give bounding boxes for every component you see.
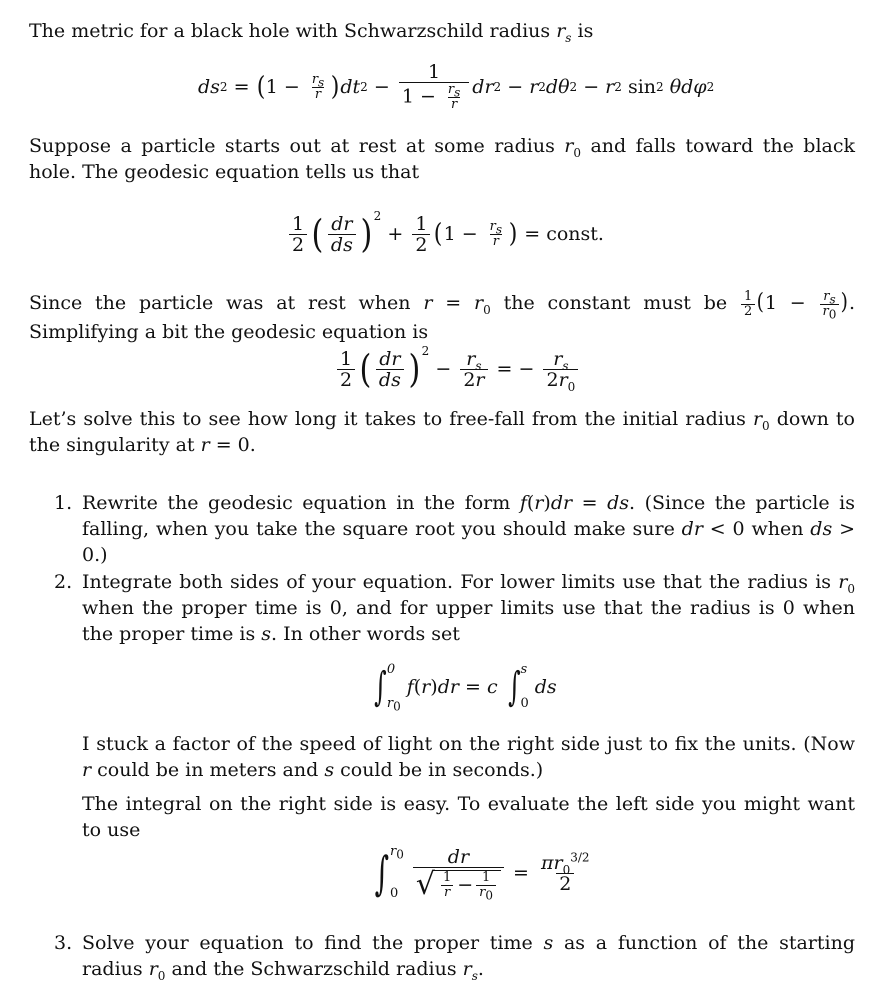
item-2-note-units: I stuck a factor of the speed of light on the right side just to fix the units. (Now r could be in meters and s could be in seconds.) bbox=[82, 733, 855, 781]
item-3-text: Solve your equation to find the proper time s as a function of the starting radius $r_0$ and the Schwarzschild radius $r_s$. bbox=[82, 932, 855, 983]
item-number-1: 1. bbox=[54, 492, 73, 514]
geodesic-equation: $\frac{1}{2}$ ( $\frac{dr}{ds}$ ) $^2$ + $\frac{1}{2}$ ( 1 − $\frac{r_s}{r}$ ) = const. bbox=[286, 204, 604, 264]
suppose-paragraph: Suppose a particle starts out at rest at some radius $r_0$ and falls toward the black hole. The geodesic equation tells us that bbox=[29, 135, 856, 183]
integral-hint-equation: ∫ $r_0$ 0 dr √ $\frac{1}{r}$ − $\frac{1}{r_0}$ = $\frac{\pi r_0^{3/2}}{2}$ bbox=[374, 844, 590, 903]
since-paragraph: Since the particle was at rest when $r = r_0$ the constant must be $\frac{1}{2}$ (1 − $\frac{r_s}{r_0}$ ). Simplifying a bit the geodesic equation is bbox=[29, 288, 856, 343]
metric-equation: ds 2 = ( 1 − $\frac{r_s}{r}$ ) dt 2 − 1 1 − $\frac{r_s}{r}$ dr 2 − r 2 dθ 2 − r 2 sin 2 θdφ 2 bbox=[198, 61, 715, 112]
item-2-text: Integrate both sides of your equation. For lower limits use that the radius is $r_0$ when the proper time is 0, and for upper limits use that the radius is 0 when the proper time is s. In other words set bbox=[82, 571, 855, 645]
simplified-equation: $\frac{1}{2}$ ( $\frac{dr}{ds}$ ) $^2$ − $\frac{r_s}{2r}$ = − $\frac{r_s}{2r_0}$ bbox=[334, 340, 581, 398]
solve-paragraph: Let’s solve this to see how long it takes to free-fall from the initial radius $r_0$ down to the singularity at r = 0. bbox=[29, 408, 855, 456]
integral-setup-equation: ∫ 0 $r_0$ f ( r ) dr = c ∫ s 0 ds bbox=[374, 662, 557, 714]
item-1-text: Rewrite the geodesic equation in the form f(r)dr = ds. (Since the particle is falling, when you take the square root you should make sure dr < 0 when ds > 0.) bbox=[82, 492, 855, 566]
item-number-2: 2. bbox=[54, 571, 73, 593]
intro-paragraph: The metric for a black hole with Schwarzschild radius $r_s$ is bbox=[29, 20, 594, 45]
item-2-note-integral: The integral on the right side is easy. To evaluate the left side you might want to use bbox=[82, 793, 855, 841]
item-number-3: 3. bbox=[54, 932, 73, 954]
